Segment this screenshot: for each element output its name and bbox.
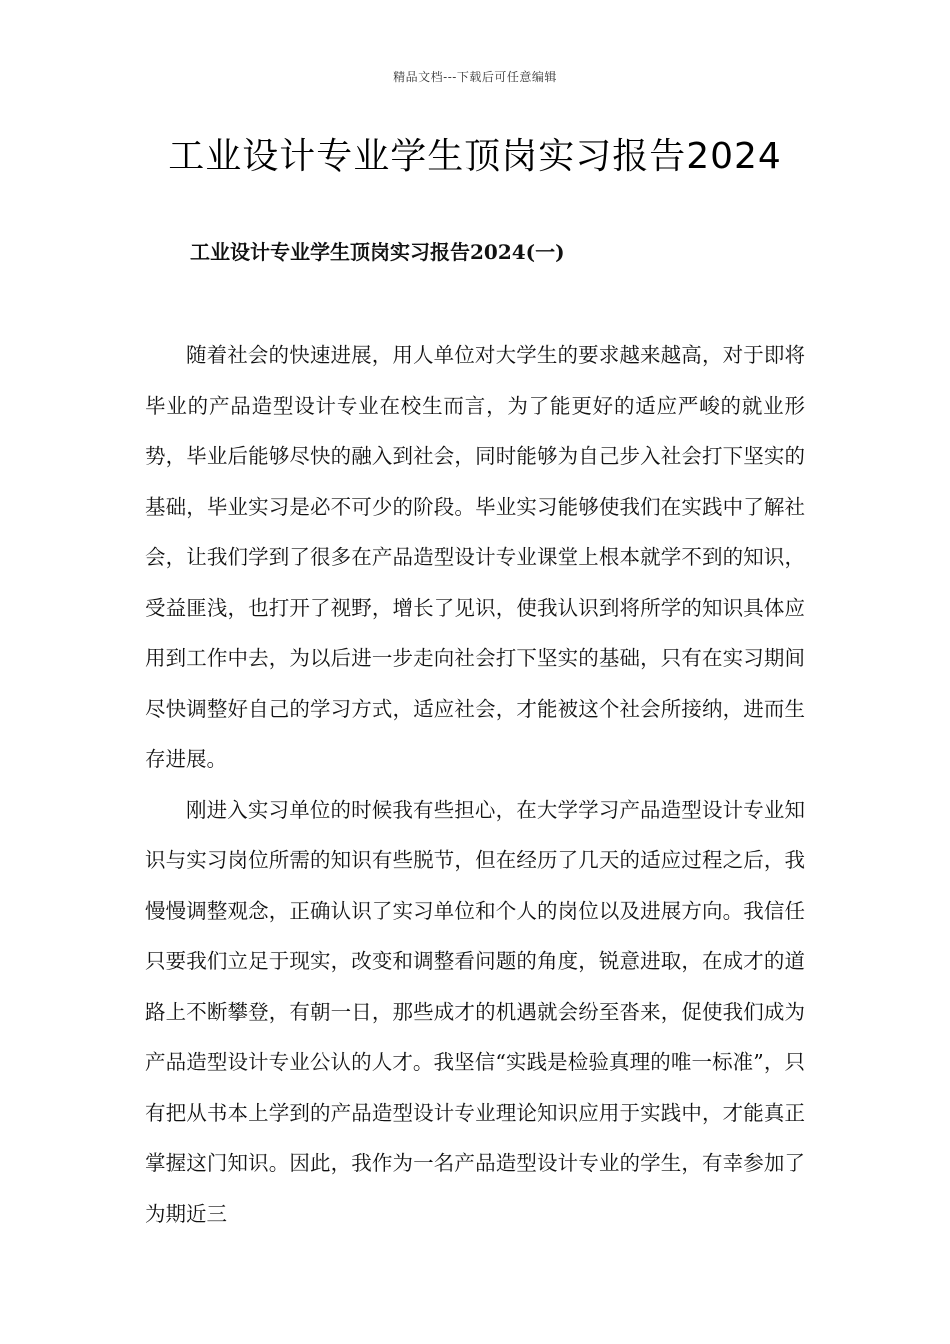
paragraph: 随着社会的快速进展，用人单位对大学生的要求越来越高，对于即将毕业的产品造型设计专业在校生而言，为了能更好的适应严峻的就业形势，毕业后能够尽快的融入到社会，同时能够为自己步入社会打下坚实的基础，毕业实习是必不可少的阶段。毕业实习能够使我们在实践中了解社会，让我们学到了很多在产品造型设计专业课堂上根本就学不到的知识，受益匪浅，也打开了视野，增长了见识，使我认识到将所学的知识具体应用到工作中去，为以后进一步走向社会打下坚实的基础，只有在实习期间尽快调整好自己的学习方式，适应社会，才能被这个社会所接纳，进而生存进展。: [145, 343, 805, 771]
document-title: 工业设计专业学生顶岗实习报告2024: [168, 136, 782, 177]
section-heading: 工业设计专业学生顶岗实习报告2024(一): [190, 240, 565, 264]
body-text: [145, 330, 805, 1239]
header-note: 精品文档---下载后可任意编辑: [393, 70, 557, 84]
paragraph: 刚进入实习单位的时候我有些担心，在大学学习产品造型设计专业知识与实习岗位所需的知识有些脱节，但在经历了几天的适应过程之后，我慢慢调整观念，正确认识了实习单位和个人的岗位以及进展方向。我信任只要我们立足于现实，改变和调整看问题的角度，锐意进取，在成才的道路上不断攀登，有朝一日，那些成才的机遇就会纷至沓来，促使我们成为产品造型设计专业公认的人才。我坚信“实践是检验真理的唯一标准”，只有把从书本上学到的产品造型设计专业理论知识应用于实践中，才能真正掌握这门知识。因此，我作为一名产品造型设计专业的学生，有幸参加了为期近三: [145, 797, 805, 1226]
